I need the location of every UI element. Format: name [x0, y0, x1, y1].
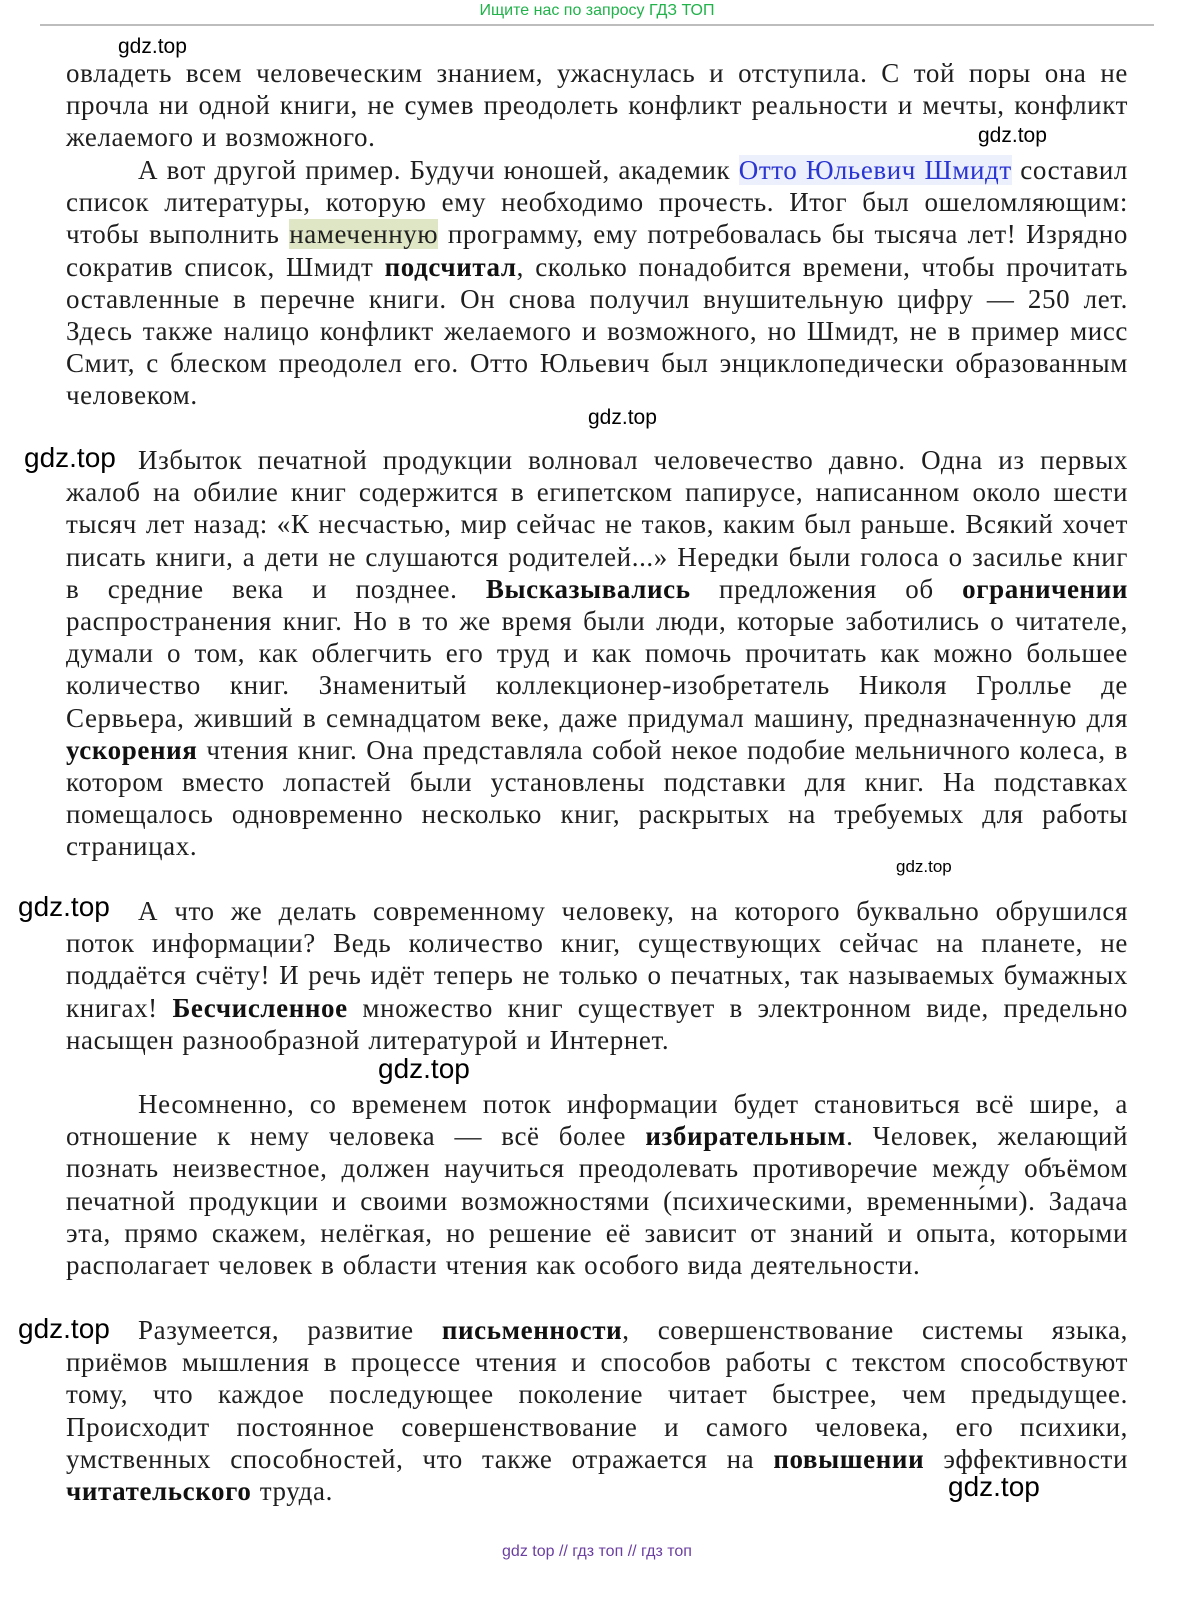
- paragraph-2: [66, 154, 1128, 412]
- paragraph-4-text-b: множество книг существует в электронном виде, предельно насыщен разнообразной литературой и Интернет.: [66, 992, 1128, 1055]
- watermark: gdz.top: [18, 1313, 110, 1344]
- paragraph-5: [66, 1088, 1128, 1281]
- watermark: gdz.top: [588, 406, 657, 429]
- bold-term-povyshenii: повышении: [773, 1443, 925, 1474]
- bold-term-pismennosti: письменности: [441, 1315, 623, 1345]
- paragraph-3-text-a: Избыток печатной продукции волновал человечество давно. Одна из первых жалоб на обилие книг содержится в египетском папирусе, написанном около шести тысяч лет назад: «К несчастью, мир сейчас не таков, каким был раньше. Всякий хочет писать книги, а дети не слушаются родителей...» Нередки были голоса о засилье книг в средние века и позднее.: [66, 445, 1128, 604]
- top-search-banner[interactable]: Ищите нас по запросу ГДЗ ТОП: [479, 2, 715, 19]
- watermark: gdz.top: [378, 1053, 470, 1084]
- paragraph-5-text-a: Несомненно, со временем поток информации будет становиться всё шире, а отношение к нему человека — всё более: [66, 1089, 1128, 1152]
- footer-links[interactable]: gdz top // гдз топ // гдз топ: [502, 1543, 692, 1560]
- bold-term-uskoreniya: ускорения: [66, 734, 198, 765]
- otto-schmidt-link[interactable]: Отто Юльевич Шмидт: [738, 155, 1012, 185]
- paragraph-2-text-a: А вот другой пример. Будучи юношей, академик: [138, 155, 739, 185]
- paragraph-6-text-a: Разумеется, развитие: [138, 1315, 442, 1345]
- top-divider: [40, 24, 1154, 26]
- paragraph-4-text-a: А что же делать современному человеку, на которого буквально обрушился поток информации? Ведь количество книг, существующих сейчас на планете, не поддаётся счёту! И речь идёт теперь не только о печатных, так называемых бумажных книгах!: [66, 896, 1128, 1023]
- paragraph-5-text-b: . Человек, желающий познать неизвестное, должен научиться преодолевать противоречие между объёмом печатной продукции и своими возможностями (психическими, временны́ми). Задача эта, прямо скажем, нелёгкая, но решение её зависит от знаний и опыта, которыми располагает человек в области чтения как особого вида деятельности.: [66, 1121, 1129, 1281]
- paragraph-1-text: овладеть всем человеческим знанием, ужаснулась и отступила. С той поры она не прочла ни одной книги, не сумев преодолеть конфликт реальности и мечты, конфликт желаемого и возможного.: [66, 58, 1128, 153]
- highlighted-word[interactable]: намеченную: [289, 219, 439, 250]
- paragraph-3-text-c: распространения книг. Но в то же время были люди, которые заботились о читателе, думали о том, как облегчить его труд и как помочь прочитать как можно большее количество книг. Знаменитый коллекционер-изобретатель Николя Гроллье де Сервьера, живший в семнадцатом веке, даже придумал машину, предназначенную для: [66, 606, 1128, 733]
- paragraph-3-text-b: предложения об: [690, 573, 963, 604]
- watermark: gdz.top: [948, 1471, 1040, 1502]
- paragraph-6-text-d: труда.: [251, 1476, 333, 1507]
- paragraph-2-text-b: составил список литературы, которую ему необходимо прочесть. Итог был ошеломляющим: чтобы выполнить: [66, 155, 1129, 250]
- watermark: gdz.top: [24, 442, 116, 473]
- bold-term-chitatelskogo: читательского: [66, 1476, 252, 1507]
- bold-term-ogranichenii: ограничении: [962, 573, 1129, 604]
- paragraph-4: [66, 895, 1128, 1056]
- watermark: gdz.top: [896, 857, 952, 876]
- paragraph-6-text-b: , совершенствование системы языка, приёмов мышления в процессе чтения и способов работы с текстом способствуют тому, что каждое последующее поколение читает быстрее, чем предыдущее. Происходит постоянное совершенствование и самого человека, его психики, умственных способностей, что также отражается на: [66, 1315, 1128, 1474]
- watermark: gdz.top: [118, 35, 187, 58]
- paragraph-1: [66, 57, 1128, 154]
- bold-term-izbiratelnym: избирательным: [645, 1121, 847, 1152]
- bold-term-vyskazyvalis: Высказывались: [485, 573, 691, 604]
- bold-term-beschislennoe: Бесчисленное: [172, 992, 348, 1023]
- paragraph-2-text-d: , сколько понадобится времени, чтобы прочитать оставленные в перечне книги. Он снова получил внушительную цифру — 250 лет. Здесь также налицо конфликт желаемого и возможного, но Шмидт, не в пример мисс Смит, с блеском преодолел его. Отто Юльевич был энциклопедически образованным человеком.: [66, 251, 1128, 411]
- watermark: gdz.top: [18, 891, 110, 922]
- paragraph-6-text-c: эффективности: [924, 1443, 1128, 1474]
- bold-term-podschital: подсчитал: [384, 251, 517, 282]
- paragraph-3: [66, 444, 1128, 863]
- paragraph-3-text-d: чтения книг. Она представляла собой некое подобие мельничного колеса, в котором вместо лопастей были установлены подставки для книг. На подставках помещалось одновременно несколько книг, раскрытых на требуемых для работы страницах.: [66, 734, 1128, 862]
- paragraph-2-text-c: программу, ему потребовалась бы тысяча лет! Изрядно сократив список, Шмидт: [66, 219, 1129, 282]
- watermark: gdz.top: [978, 124, 1047, 147]
